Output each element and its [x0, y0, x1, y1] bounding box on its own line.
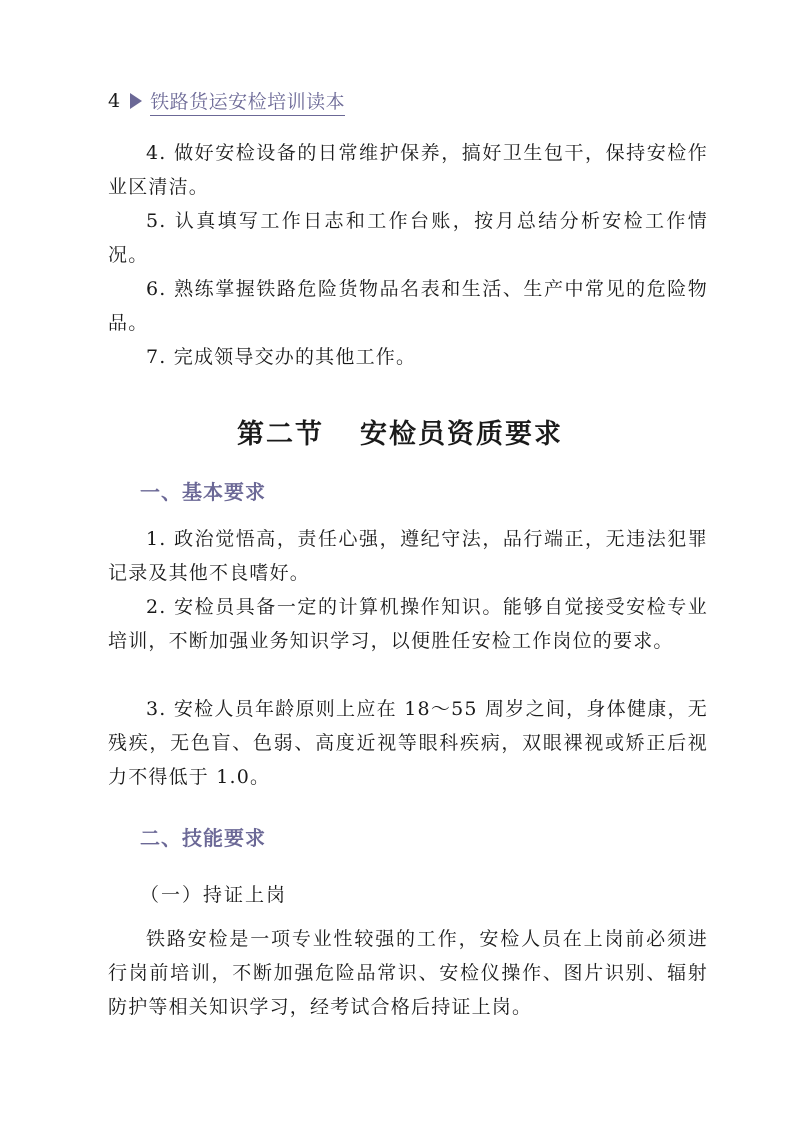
section-number: 第二节 — [237, 419, 324, 450]
duty-item-6: 6. 熟练掌握铁路危险货物品名表和生活、生产中常见的危险物品。 — [108, 278, 708, 334]
certification-subheading: （一）持证上岗 — [140, 884, 288, 906]
duty-item-7: 7. 完成领导交办的其他工作。 — [146, 346, 417, 368]
skill-requirements-heading: 二、技能要求 — [140, 826, 266, 850]
basic-requirement-3: 3. 安检人员年龄原则上应在 18～55 周岁之间，身体健康，无残疾，无色盲、色弱、高度近视等眼科疾病，双眼裸视或矫正后视力不得低于 1.0。 — [108, 698, 708, 788]
book-title: 铁路货运安检培训读本 — [150, 87, 345, 116]
basic-requirement-1: 1. 政治觉悟高，责任心强，遵纪守法，品行端正，无违法犯罪记录及其他不良嗜好。 — [108, 528, 708, 584]
duty-item-4: 4. 做好安检设备的日常维护保养，搞好卫生包干，保持安检作业区清洁。 — [108, 142, 708, 198]
triangle-marker-icon — [130, 93, 142, 109]
basic-requirement-2: 2. 安检员具备一定的计算机操作知识。能够自觉接受安检专业培训，不断加强业务知识学习，以便胜任安检工作岗位的要求。 — [108, 596, 708, 652]
certification-paragraph: 铁路安检是一项专业性较强的工作，安检人员在上岗前必须进行岗前培训，不断加强危险品常识、安检仪操作、图片识别、辐射防护等相关知识学习，经考试合格后持证上岗。 — [108, 928, 708, 1018]
section-name: 安检员资质要求 — [360, 419, 563, 450]
running-header — [108, 86, 345, 116]
section-title — [0, 412, 800, 451]
duty-item-5: 5. 认真填写工作日志和工作台账，按月总结分析安检工作情况。 — [108, 210, 708, 266]
page-number: 4 — [108, 90, 121, 112]
basic-requirements-heading: 一、基本要求 — [140, 480, 266, 504]
